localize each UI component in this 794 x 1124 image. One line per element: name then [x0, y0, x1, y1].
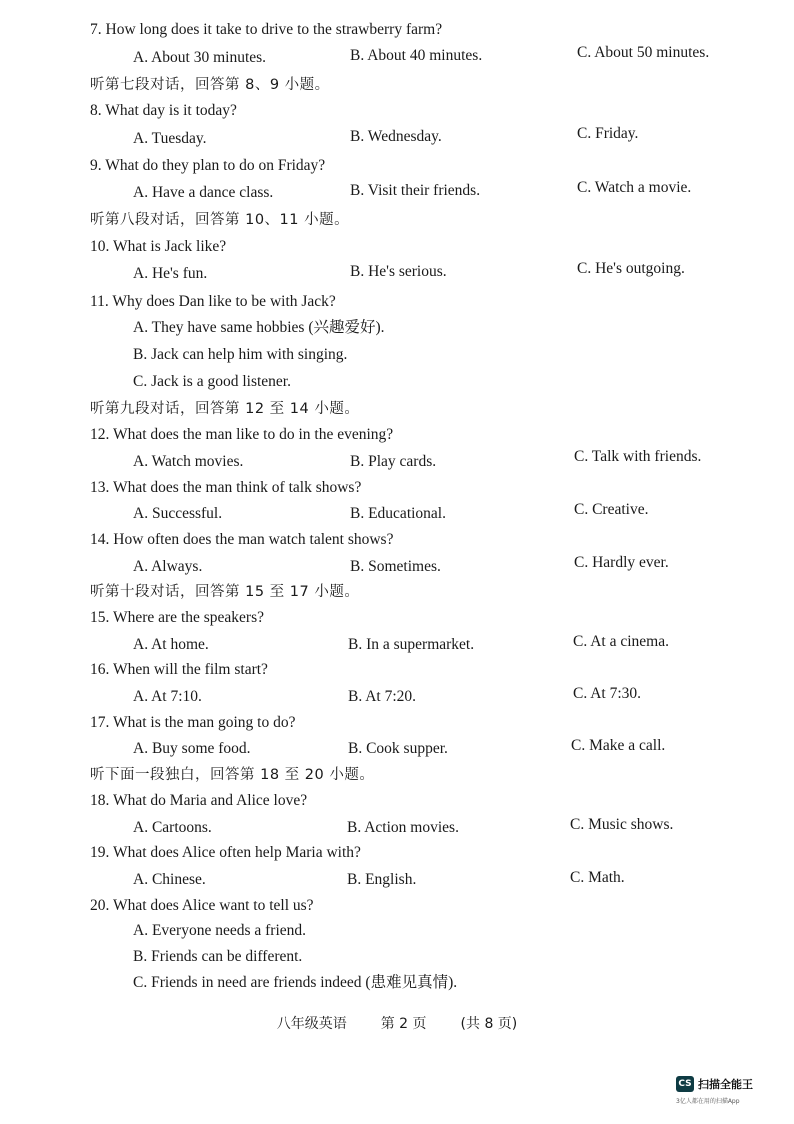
question-20-option-c: C. Friends in need are friends indeed (患难见真情).: [133, 974, 458, 991]
question-16-stem: 16. When will the film start?: [90, 661, 268, 678]
question-12-option-a: A. Watch movies.: [133, 453, 244, 470]
question-9-stem: 9. What do they plan to do on Friday?: [90, 157, 326, 174]
question-10-stem: 10. What is Jack like?: [90, 238, 227, 255]
question-10-option-c: C. He's outgoing.: [577, 260, 685, 277]
question-7-stem: 7. How long does it take to drive to the strawberry farm?: [90, 21, 443, 38]
scanner-brand-name: 扫描全能王: [698, 1078, 753, 1091]
question-14-option-c: C. Hardly ever.: [574, 554, 669, 571]
section-11-instruction: 听下面一段独白，回答第 18 至 20 小题。: [90, 767, 375, 783]
question-7-option-a: A. About 30 minutes.: [133, 49, 267, 66]
question-11-option-c: C. Jack is a good listener.: [133, 373, 291, 390]
question-11-option-a: A. They have same hobbies (兴趣爱好).: [133, 319, 385, 336]
question-17-stem: 17. What is the man going to do?: [90, 714, 296, 731]
question-9-option-a: A. Have a dance class.: [133, 184, 274, 201]
question-16-option-b: B. At 7:20.: [348, 688, 417, 705]
question-19-option-c: C. Math.: [570, 869, 625, 886]
question-12-option-b: B. Play cards.: [350, 453, 437, 470]
section-9-instruction: 听第九段对话，回答第 12 至 14 小题。: [90, 401, 360, 417]
section-10-instruction: 听第十段对话，回答第 15 至 17 小题。: [90, 584, 360, 600]
camscanner-logo-icon: CS: [676, 1076, 694, 1092]
question-19-option-b: B. English.: [347, 871, 417, 888]
question-7-option-c: C. About 50 minutes.: [577, 44, 710, 61]
question-15-stem: 15. Where are the speakers?: [90, 609, 264, 626]
question-15-option-c: C. At a cinema.: [573, 633, 669, 650]
question-7-option-b: B. About 40 minutes.: [350, 47, 483, 64]
question-9-option-c: C. Watch a movie.: [577, 179, 692, 196]
question-13-stem: 13. What does the man think of talk shows?: [90, 479, 362, 496]
question-19-option-a: A. Chinese.: [133, 871, 206, 888]
question-20-stem: 20. What does Alice want to tell us?: [90, 897, 314, 914]
question-12-option-c: C. Talk with friends.: [574, 448, 702, 465]
question-10-option-a: A. He's fun.: [133, 265, 208, 282]
scanner-brand-tagline: 3亿人都在用的扫描App: [676, 1098, 740, 1105]
question-13-option-b: B. Educational.: [350, 505, 446, 522]
question-8-option-b: B. Wednesday.: [350, 128, 442, 145]
question-8-option-c: C. Friday.: [577, 125, 639, 142]
question-18-option-b: B. Action movies.: [347, 819, 459, 836]
question-18-stem: 18. What do Maria and Alice love?: [90, 792, 308, 809]
question-8-option-a: A. Tuesday.: [133, 130, 207, 147]
question-13-option-a: A. Successful.: [133, 505, 223, 522]
section-7-instruction: 听第七段对话，回答第 8、9 小题。: [90, 77, 330, 93]
question-17-option-a: A. Buy some food.: [133, 740, 251, 757]
question-9-option-b: B. Visit their friends.: [350, 182, 481, 199]
question-19-stem: 19. What does Alice often help Maria with?: [90, 844, 361, 861]
question-15-option-a: A. At home.: [133, 636, 209, 653]
scanner-watermark: [674, 1074, 784, 1110]
question-17-option-b: B. Cook supper.: [348, 740, 448, 757]
question-15-option-b: B. In a supermarket.: [348, 636, 475, 653]
question-12-stem: 12. What does the man like to do in the evening?: [90, 426, 394, 443]
footer-total-pages: (共 8 页): [460, 1016, 518, 1032]
page-footer: [0, 1013, 794, 1033]
question-10-option-b: B. He's serious.: [350, 263, 447, 280]
footer-subject: 八年级英语: [276, 1016, 347, 1032]
section-8-instruction: 听第八段对话，回答第 10、11 小题。: [90, 212, 350, 228]
footer-page-number: 第 2 页: [380, 1016, 427, 1032]
question-14-option-b: B. Sometimes.: [350, 558, 441, 575]
question-20-option-a: A. Everyone needs a friend.: [133, 922, 307, 939]
question-18-option-c: C. Music shows.: [570, 816, 674, 833]
question-18-option-a: A. Cartoons.: [133, 819, 212, 836]
question-17-option-c: C. Make a call.: [571, 737, 666, 754]
question-16-option-c: C. At 7:30.: [573, 685, 642, 702]
question-14-stem: 14. How often does the man watch talent shows?: [90, 531, 394, 548]
question-16-option-a: A. At 7:10.: [133, 688, 202, 705]
question-20-option-b: B. Friends can be different.: [133, 948, 303, 965]
question-8-stem: 8. What day is it today?: [90, 102, 237, 119]
question-14-option-a: A. Always.: [133, 558, 203, 575]
question-11-stem: 11. Why does Dan like to be with Jack?: [90, 293, 336, 310]
question-11-option-b: B. Jack can help him with singing.: [133, 346, 348, 363]
question-13-option-c: C. Creative.: [574, 501, 649, 518]
